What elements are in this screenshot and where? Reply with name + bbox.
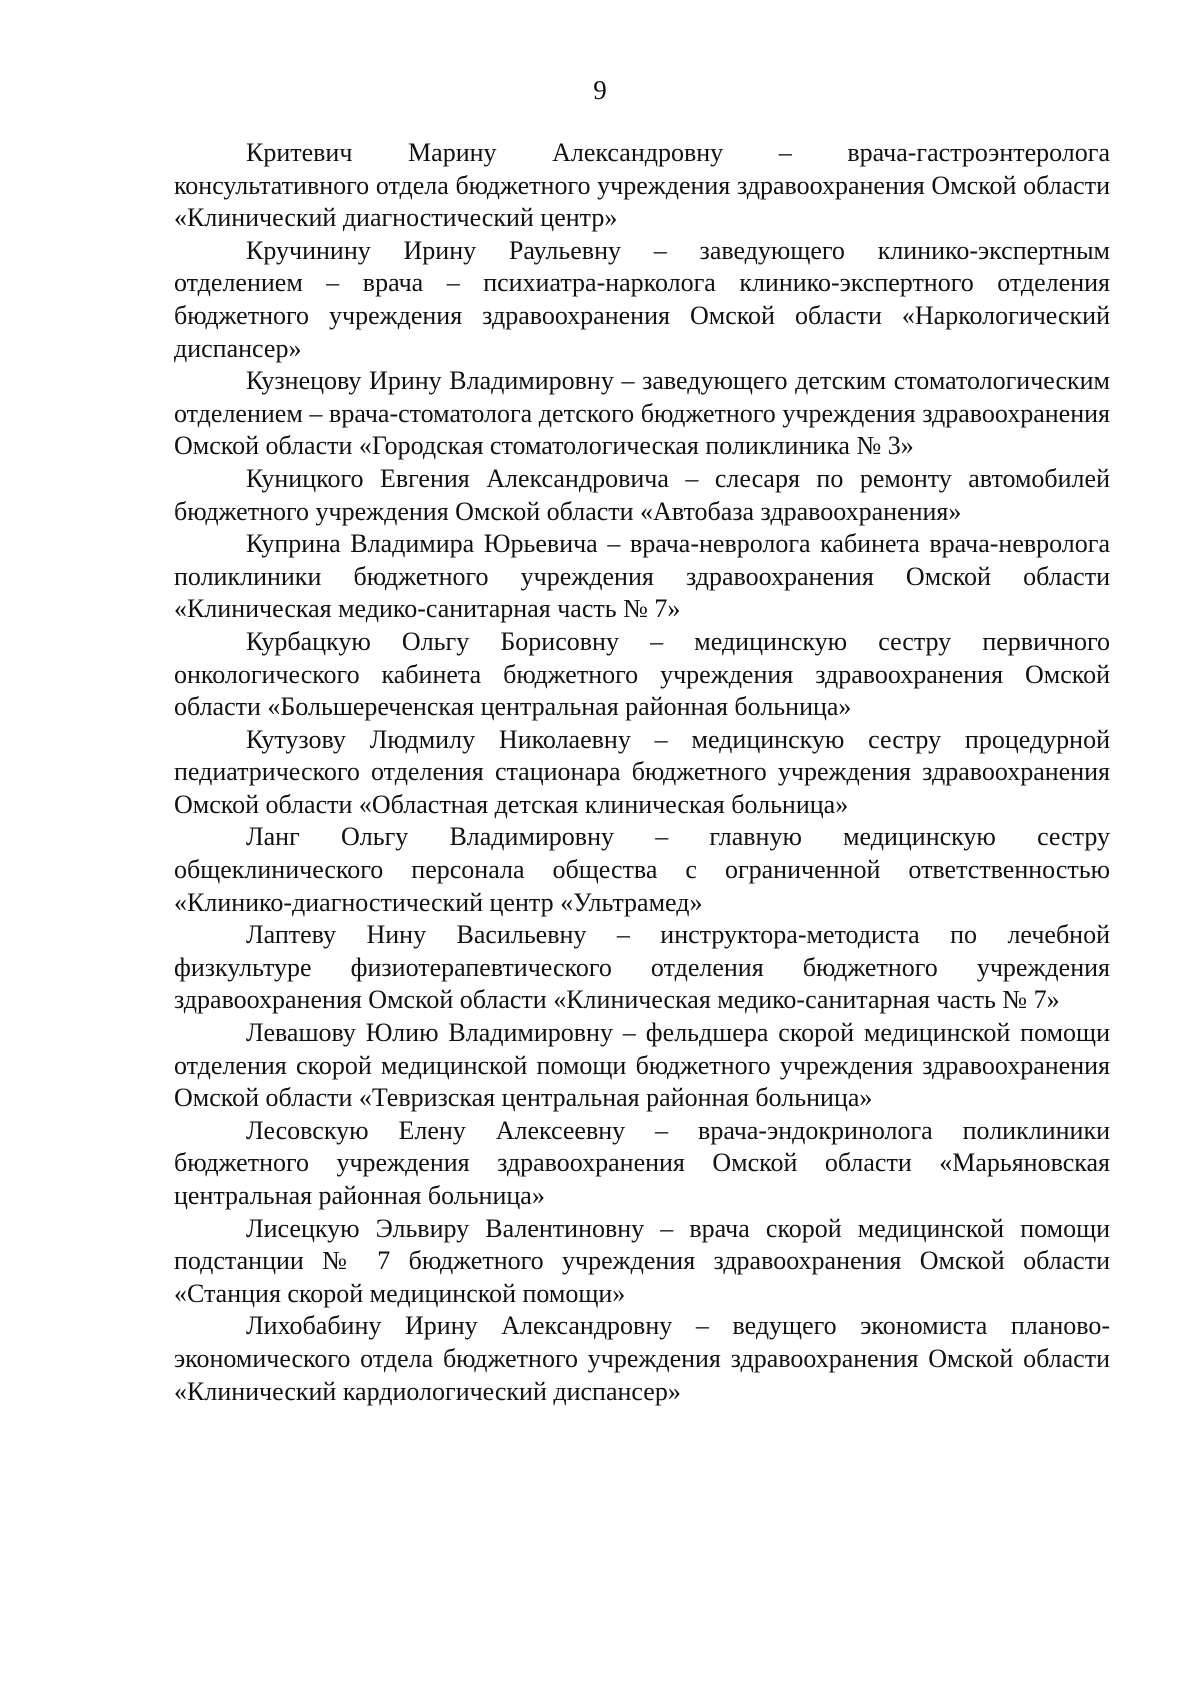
list-item: Куницкого Евгения Александровича – слесаря по ремонту автомобилей бюджетного учреждения Омской области «Автобаза здравоохранения» — [174, 463, 1110, 526]
page-number: 9 — [593, 75, 607, 105]
list-item: Лесовскую Елену Алексеевну – врача-эндокринолога поликлиники бюджетного учреждения здравоохранения Омской области «Марьяновская центральная районная больница» — [174, 1115, 1110, 1210]
list-item: Лихобабину Ирину Александровну – ведущего экономиста планово-экономического отдела бюджетного учреждения здравоохранения Омской области «Клинический кардиологический диспансер» — [174, 1311, 1110, 1406]
list-item: Критевич Марину Александровну – врача-гастроэнтеролога консультативного отдела бюджетного учреждения здравоохранения Омской области «Клинический диагностический центр» — [174, 138, 1110, 233]
award-list — [174, 137, 1110, 1408]
list-item: Лаптеву Нину Васильевну – инструктора-методиста по лечебной физкультуре физиотерапевтического отделения бюджетного учреждения здравоохранения Омской области «Клиническая медико-санитарная часть № 7» — [174, 920, 1110, 1015]
list-item: Куприна Владимира Юрьевича – врача-невролога кабинета врача-невролога поликлиники бюджетного учреждения здравоохранения Омской области «Клиническая медико-санитарная часть № 7» — [174, 529, 1110, 624]
list-item: Кутузову Людмилу Николаевну – медицинскую сестру процедурной педиатрического отделения стационара бюджетного учреждения здравоохранения Омской области «Областная детская клиническая больница» — [174, 724, 1110, 819]
list-item: Кузнецову Ирину Владимировну – заведующего детским стоматологическим отделением – врача-стоматолога детского бюджетного учреждения здравоохранения Омской области «Городская стоматологическая поликлиника № 3» — [174, 366, 1110, 461]
list-item: Ланг Ольгу Владимировну – главную медицинскую сестру общеклинического персонала общества с ограниченной ответственностью «Клинико-диагностический центр «Ультрамед» — [174, 822, 1110, 917]
list-item: Лисецкую Эльвиру Валентиновну – врача скорой медицинской помощи подстанции № 7 бюджетного учреждения здравоохранения Омской области «Станция скорой медицинской помощи» — [174, 1213, 1110, 1308]
list-item: Кручинину Ирину Раульевну – заведующего клинико-экспертным отделением – врача – психиатра-нарколога клинико-экспертного отделения бюджетного учреждения здравоохранения Омской области «Наркологический диспансер» — [174, 235, 1110, 363]
list-item: Курбацкую Ольгу Борисовну – медицинскую сестру первичного онкологического кабинета бюджетного учреждения здравоохранения Омской области «Большереченская центральная районная больница» — [174, 626, 1110, 722]
list-item: Левашову Юлию Владимировну – фельдшера скорой медицинской помощи отделения скорой медицинской помощи бюджетного учреждения здравоохранения Омской области «Тевризская центральная районная больница» — [174, 1018, 1110, 1113]
